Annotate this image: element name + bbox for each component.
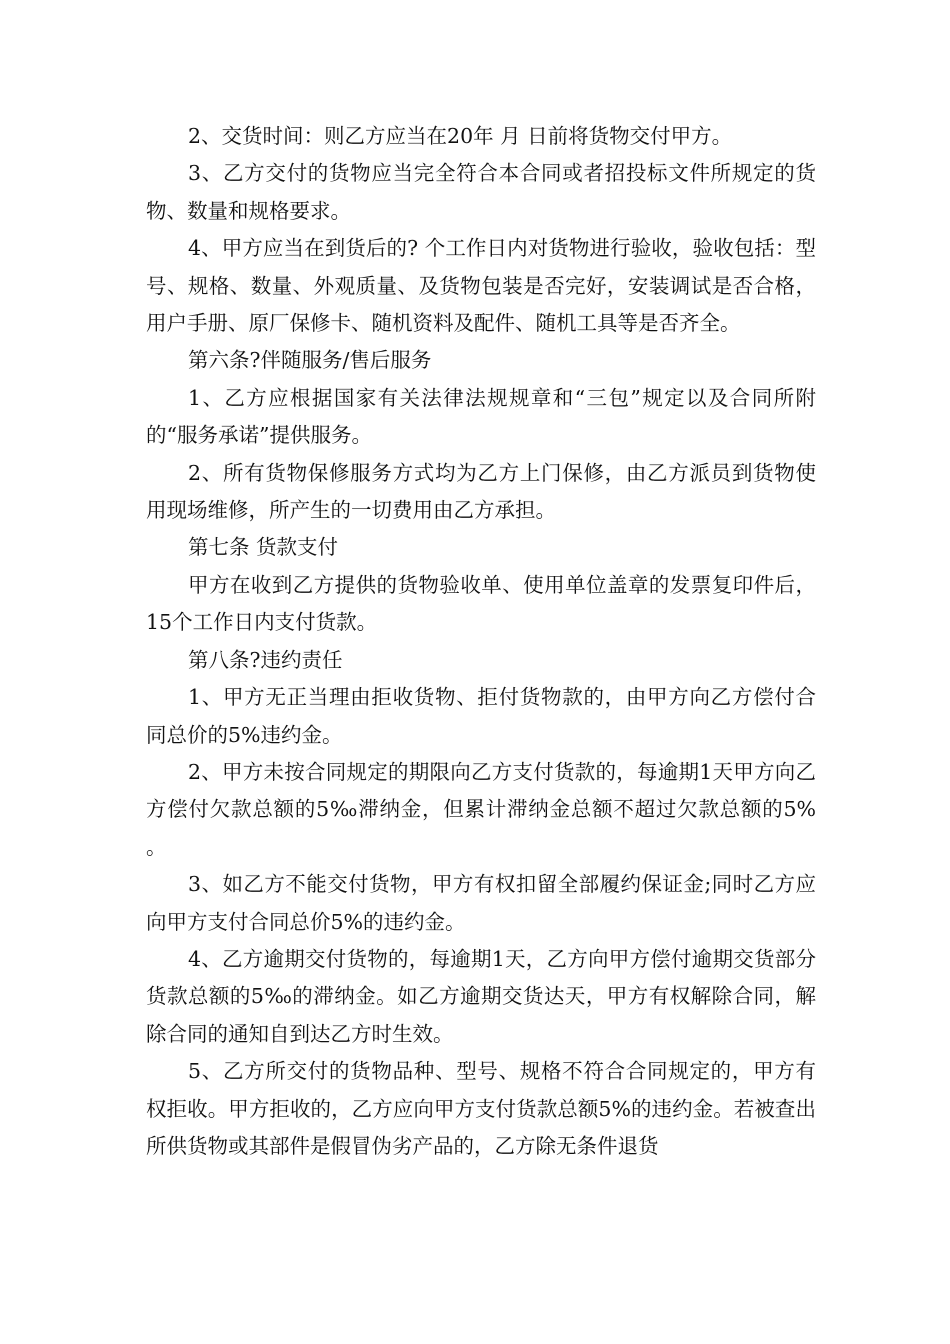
clause-service-commitment: 1、乙方应根据国家有关法律法规规章和“三包”规定以及合同所附的“服务承诺”提供服务。 <box>146 385 816 448</box>
clause-breach-refusal: 1、甲方无正当理由拒收货物、拒付货物款的，由甲方向乙方偿付合同总价的5%违约金。 <box>146 685 816 747</box>
document-body <box>146 118 816 1165</box>
clause-non-delivery: 3、如乙方不能交付货物，甲方有权扣留全部履约保证金;同时乙方应向甲方支付合同总价5%的违约金。 <box>146 872 816 934</box>
article-8-heading: 第八条?违约责任 <box>188 647 343 672</box>
clause-late-delivery: 4、乙方逾期交付货物的，每逾期1天，乙方向甲方偿付逾期交货部分货款总额的5‰的滞纳金。如乙方逾期交货达天，甲方有权解除合同，解除合同的通知自到达乙方时生效。 <box>146 946 816 1046</box>
clause-late-payment: 2、甲方未按合同规定的期限向乙方支付货款的，每逾期1天甲方向乙方偿付欠款总额的5‰滞纳金，但累计滞纳金总额不超过欠款总额的5% 。 <box>146 759 816 859</box>
clause-delivery-time: 2、交货时间：则乙方应当在20年 月 日前将货物交付甲方。 <box>188 124 733 148</box>
clause-nonconforming-goods: 5、乙方所交付的货物品种、型号、规格不符合合同规定的，甲方有权拒收。甲方拒收的，乙方应向甲方支付货款总额5%的违约金。若被查出所供货物或其部件是假冒伪劣产品的，乙方除无条件退货 <box>146 1059 816 1158</box>
clause-payment: 甲方在收到乙方提供的货物验收单、使用单位盖章的发票复印件后，15个工作日内支付货款。 <box>146 572 816 635</box>
article-7-heading: 第七条 货款支付 <box>188 535 339 560</box>
clause-inspection: 4、甲方应当在到货后的? 个工作日内对货物进行验收，验收包括：型号、规格、数量、外观质量、及货物包装是否完好，安装调试是否合格，用户手册、原厂保修卡、随机资料及配件、随机工具等是否齐全。 <box>146 236 816 336</box>
clause-goods-conformity: 3、乙方交付的货物应当完全符合本合同或者招投标文件所规定的货物、数量和规格要求。 <box>146 161 816 223</box>
article-6-heading: 第六条?伴随服务/售后服务 <box>188 348 432 373</box>
clause-warranty-service: 2、所有货物保修服务方式均为乙方上门保修，由乙方派员到货物使用现场维修，所产生的一切费用由乙方承担。 <box>146 460 816 523</box>
